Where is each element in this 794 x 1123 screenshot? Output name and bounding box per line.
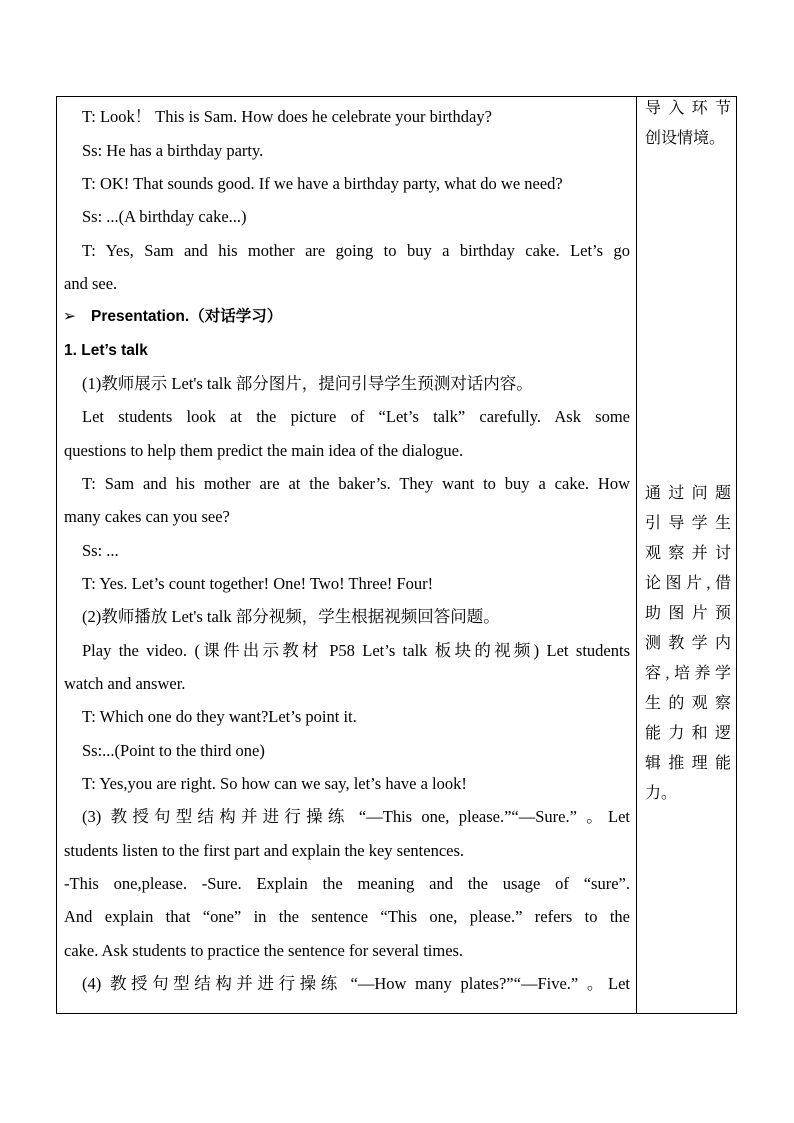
- text-line: Ss:...(Point to the third one): [82, 741, 265, 760]
- text-line: Ss: ...(A birthday cake...): [82, 207, 247, 226]
- text-line: T: Look！ This is Sam. How does he celebrate your birthday?: [82, 107, 492, 126]
- note-line: 观察并讨: [645, 545, 731, 562]
- text-line: -This one,please. -Sure. Explain the meaning and the usage of “sure”.: [64, 874, 630, 893]
- text-line: cake. Ask students to practice the sentence for several times.: [64, 941, 464, 960]
- text-line: many cakes can you see?: [64, 507, 230, 526]
- text-line: T: Yes, Sam and his mother are going to buy a birthday cake. Let’s go: [82, 241, 630, 260]
- text-line: and see.: [64, 274, 118, 293]
- note-line: 测教学内: [645, 635, 731, 652]
- text-line: (2)教师播放 Let's talk 部分视频，学生根据视频回答问题。: [82, 607, 500, 626]
- text-line: Let students look at the picture of “Let’s talk” carefully. Ask some: [82, 407, 630, 426]
- note-line: 辑推理能: [645, 755, 731, 772]
- text-line: Ss: ...: [82, 541, 119, 560]
- text-line: T: Yes,you are right. So how can we say, let’s have a look!: [82, 774, 467, 793]
- text-line: students listen to the first part and explain the key sentences.: [64, 841, 465, 860]
- note-line: 论图片,借: [645, 575, 731, 592]
- text-line: (4) 教授句型结构并进行操练 “—How many plates?”“—Five.” 。Let: [82, 974, 630, 993]
- note-line: 力。: [645, 785, 678, 802]
- text-line: questions to help them predict the main idea of the dialogue.: [64, 441, 464, 460]
- note-line: 导入环节: [645, 100, 731, 117]
- note-line: 容,培养学: [645, 665, 731, 682]
- text-line: T: Which one do they want?Let’s point it.: [82, 707, 357, 726]
- text-line: (1)教师展示 Let's talk 部分图片，提问引导学生预测对话内容。: [82, 374, 533, 393]
- text-line: T: OK! That sounds good. If we have a birthday party, what do we need?: [82, 174, 563, 193]
- text-line: (3) 教授句型结构并进行操练 “—This one, please.”“—Sure.” 。Let: [82, 807, 630, 826]
- note-line: 创设情境。: [645, 130, 726, 147]
- subsection-heading: 1. Let’s talk: [64, 342, 148, 359]
- lesson-plan-table: [56, 96, 737, 1014]
- text-line: And explain that “one” in the sentence “This one, please.” refers to the: [64, 907, 630, 926]
- note-line: 能力和逻: [645, 725, 731, 742]
- note-line: 助图片预: [645, 605, 731, 622]
- text-line: Ss: He has a birthday party.: [82, 141, 264, 160]
- text-line: watch and answer.: [64, 674, 186, 693]
- section-heading: [64, 307, 630, 327]
- text-line: T: Yes. Let’s count together! One! Two! Three! Four!: [82, 574, 434, 593]
- note-line: 引导学生: [645, 515, 731, 532]
- note-line: 通过问题: [645, 485, 731, 502]
- bullet-arrow-icon: ➢: [63, 308, 76, 325]
- section-heading-text: Presentation.（对话学习）: [91, 308, 283, 325]
- text-line: T: Sam and his mother are at the baker’s. They want to buy a cake. How: [82, 474, 630, 493]
- note-line: 生的观察: [645, 695, 731, 712]
- column-divider: [636, 97, 637, 1013]
- text-line: Play the video. (课件出示教材 P58 Let’s talk 板块的视频) Let students: [82, 641, 630, 660]
